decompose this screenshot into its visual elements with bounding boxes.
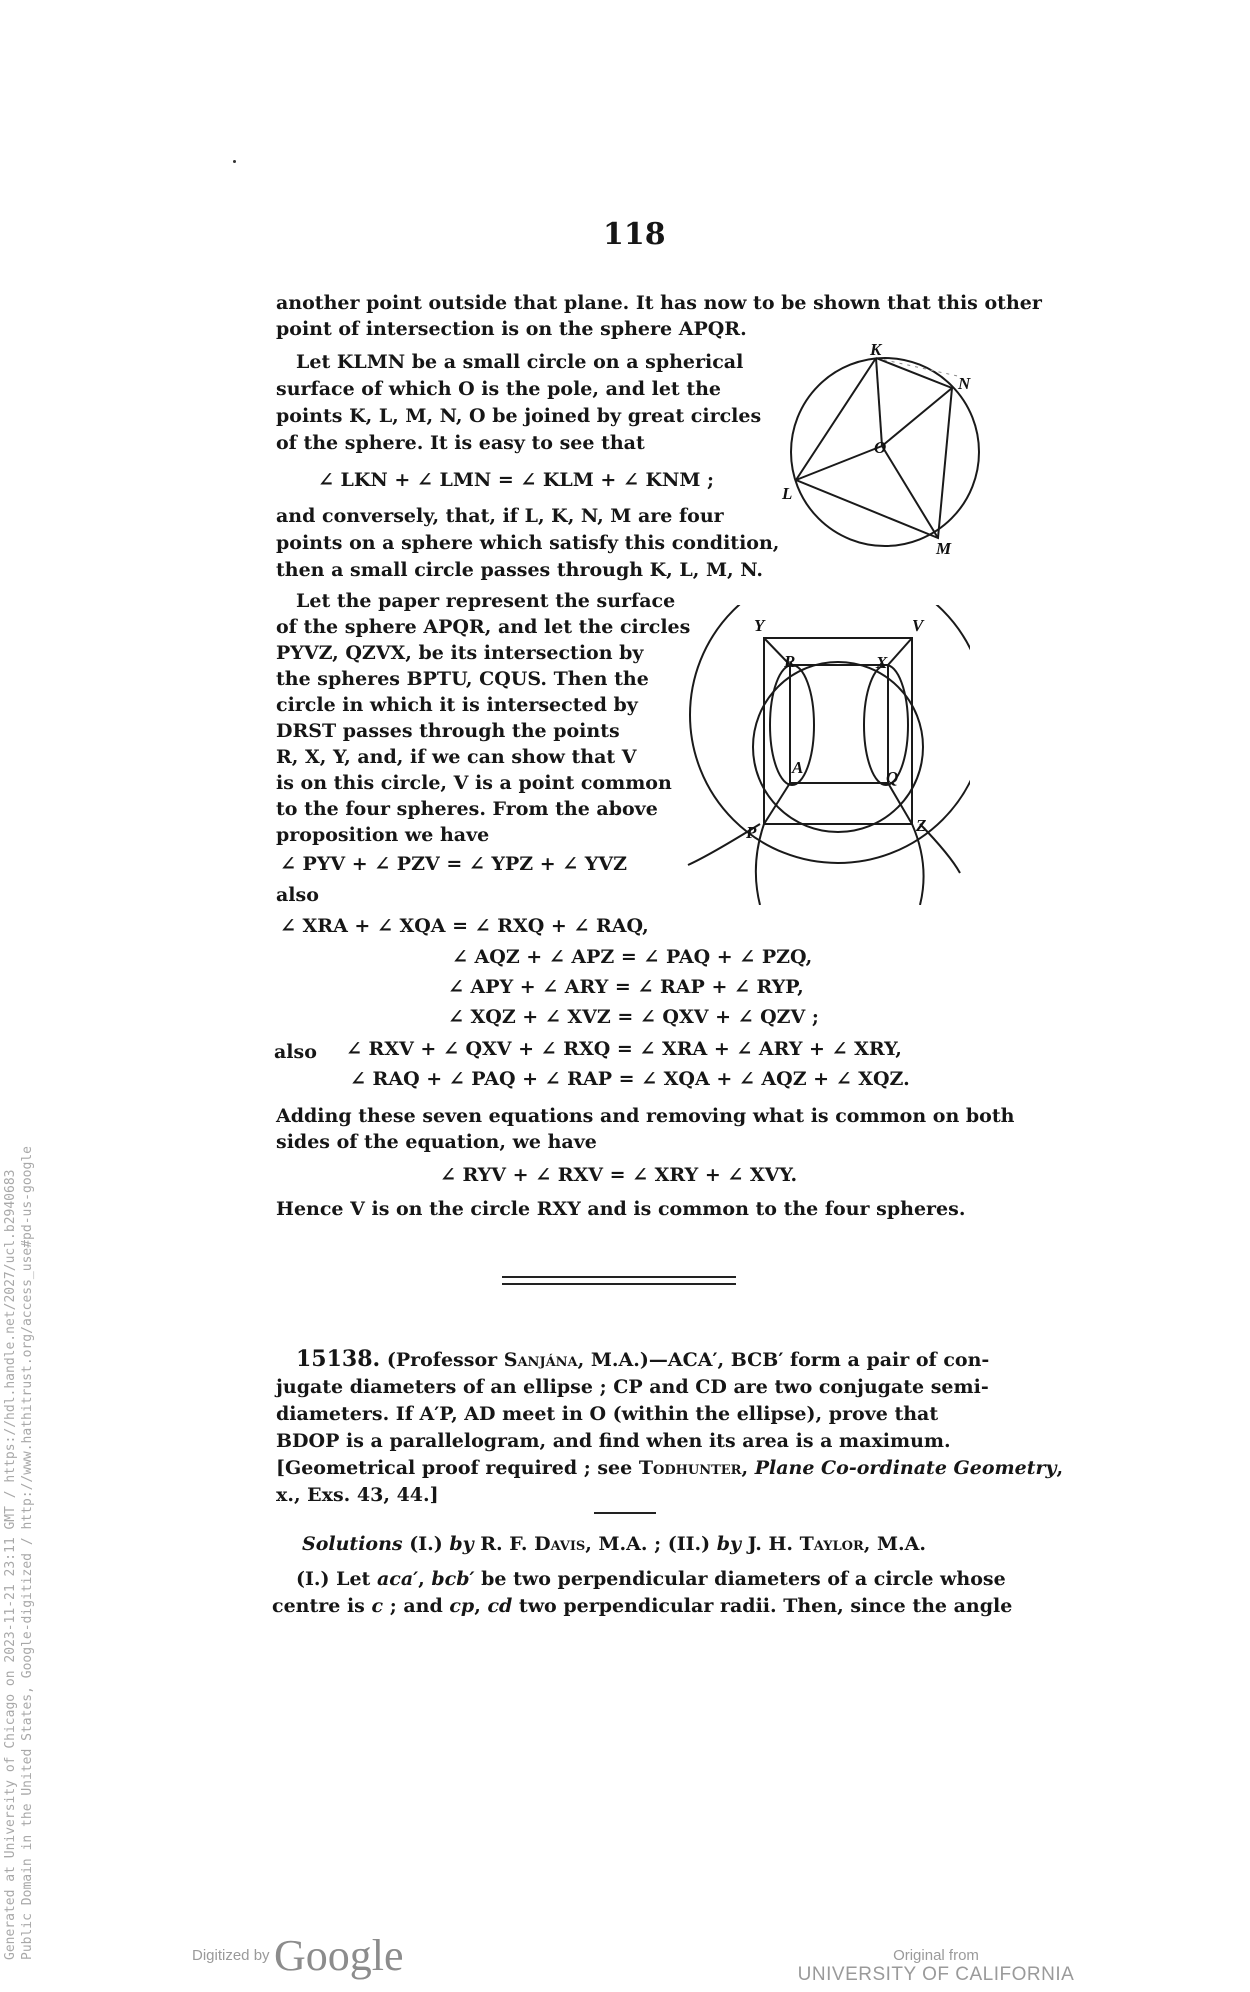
equation: ∠ RAQ + ∠ PAQ + ∠ RAP = ∠ XQA + ∠ AQZ + ∠ XQZ. — [350, 1068, 910, 1090]
reference-author: Todhunter — [638, 1457, 742, 1479]
figure-2-label-r: R — [784, 652, 796, 671]
watermark-line-2: Public Domain in the United States, Google-digitized / http://www.hathitrust.org/access_use#pd-us-google — [20, 1146, 35, 1960]
equation: ∠ RYV + ∠ RXV = ∠ XRY + ∠ XVY. — [440, 1164, 798, 1186]
text-line: jugate diameters of an ellipse ; CP and CD are two conjugate semi- — [276, 1376, 989, 1398]
figure-2-label-y: Y — [754, 616, 765, 635]
equation: ∠ XRA + ∠ XQA = ∠ RXQ + ∠ RAQ, — [280, 915, 649, 937]
figure-2-label-p: P — [746, 823, 757, 842]
text-line: and conversely, that, if L, K, N, M are four — [276, 505, 724, 527]
text-line: x., Exs. 43, 44.] — [276, 1484, 439, 1506]
reference-book: Plane Co-ordinate Geometry — [754, 1457, 1057, 1479]
text-line: is on this circle, V is a point common — [276, 772, 672, 794]
text-line: another point outside that plane. It has now to be shown that this other — [276, 292, 1042, 314]
text-line: surface of which O is the pole, and let the — [276, 378, 722, 400]
figure-1-label-l: L — [782, 484, 793, 503]
solution-line-1: (I.) Let aca′, bcb′ be two perpendicular diameters of a circle whose — [296, 1568, 1006, 1590]
speck — [233, 160, 236, 163]
text-line: points K, L, M, N, O be joined by great circles — [276, 405, 762, 427]
solution-line-2: centre is c ; and cp, cd two perpendicular radii. Then, since the angle — [272, 1595, 1013, 1617]
text-line: of the sphere. It is easy to see that — [276, 432, 645, 454]
text-line: also — [274, 1041, 317, 1063]
text-line: points on a sphere which satisfy this condition, — [276, 532, 780, 554]
text-line: Let the paper represent the surface — [296, 590, 676, 612]
google-logo: Google — [274, 1931, 404, 1980]
text-line: proposition we have — [276, 824, 490, 846]
section-divider — [502, 1283, 736, 1285]
figure-2-label-z: Z — [916, 816, 927, 835]
equation: ∠ APY + ∠ ARY = ∠ RAP + ∠ RYP, — [448, 976, 804, 998]
equation: ∠ AQZ + ∠ APZ = ∠ PAQ + ∠ PZQ, — [452, 946, 813, 968]
equation: ∠ LKN + ∠ LMN = ∠ KLM + ∠ KNM ; — [318, 469, 715, 491]
text-line: DRST passes through the points — [276, 720, 620, 742]
text-line: diameters. If A′P, AD meet in O (within the ellipse), prove that — [276, 1403, 939, 1425]
text-line: Adding these seven equations and removing what is common on both — [276, 1105, 1015, 1127]
watermark-line-1: Generated at University of Chicago on 2023-11-21 23:11 GMT / https://hdl.handle.net/2027/ucl.b2940683 — [3, 1169, 18, 1960]
text-line: Let KLMN be a small circle on a spherical — [296, 351, 744, 373]
text-line: sides of the equation, we have — [276, 1131, 597, 1153]
figure-1-label-o: O — [874, 438, 887, 457]
text-line: R, X, Y, and, if we can show that V — [276, 746, 637, 768]
text-line: then a small circle passes through K, L, M, N. — [276, 559, 764, 581]
page-number: 118 — [603, 217, 666, 252]
figure-spheres — [680, 605, 970, 905]
text-line: of the sphere APQR, and let the circles — [276, 616, 691, 638]
author-name: Sanjána — [503, 1349, 578, 1371]
figure-2-label-a: A — [792, 758, 804, 777]
figure-1-label-m: M — [936, 539, 952, 558]
text-line: point of intersection is on the sphere APQR. — [276, 318, 747, 340]
hathitrust-watermark — [2, 960, 36, 1960]
figure-2-label-v: V — [912, 616, 924, 635]
problem-line-5: [Geometrical proof required ; see Todhunter, Plane Co-ordinate Geometry, — [276, 1457, 1064, 1479]
university-name: UNIVERSITY OF CALIFORNIA — [797, 1964, 1075, 1985]
figure-2-inner-circle — [753, 662, 923, 832]
solver-name: Davis — [534, 1533, 586, 1555]
solutions-heading: Solutions (I.) by R. F. Davis, M.A. ; (II.) by J. H. Taylor, M.A. — [302, 1533, 927, 1555]
original-from: Original from UNIVERSITY OF CALIFORNIA — [797, 1947, 1075, 1985]
text-line: PYVZ, QZVX, be its intersection by — [276, 642, 644, 664]
figure-2-label-x: X — [876, 653, 888, 672]
problem-number: 15138. — [296, 1346, 381, 1372]
short-divider — [594, 1512, 656, 1514]
equation: ∠ XQZ + ∠ XVZ = ∠ QXV + ∠ QZV ; — [448, 1006, 819, 1028]
text-line: the spheres BPTU, CQUS. Then the — [276, 668, 649, 690]
figure-2-inner-quad — [790, 665, 888, 783]
figure-2-label-q: Q — [886, 768, 899, 787]
solver-name: Taylor — [799, 1533, 864, 1555]
figure-1-label-n: N — [958, 374, 971, 393]
text-line: to the four spheres. From the above — [276, 798, 658, 820]
text-line: circle in which it is intersected by — [276, 694, 638, 716]
section-divider — [502, 1276, 736, 1278]
text-line: BDOP is a parallelogram, and find when its area is a maximum. — [276, 1430, 951, 1452]
equation: ∠ PYV + ∠ PZV = ∠ YPZ + ∠ YVZ — [280, 853, 627, 875]
problem-line-1: 15138. (Professor Sanjána, M.A.)—ACA′, BCB′ form a pair of con- — [296, 1346, 990, 1372]
text-line: also — [276, 884, 319, 906]
text-line: Hence V is on the circle RXY and is common to the four spheres. — [276, 1198, 966, 1220]
figure-klmn — [770, 340, 990, 560]
digitized-by-google: Digitized by Google — [192, 1931, 404, 1980]
figure-1-label-k: K — [870, 340, 882, 359]
equation: ∠ RXV + ∠ QXV + ∠ RXQ = ∠ XRA + ∠ ARY + ∠ XRY, — [346, 1038, 902, 1060]
